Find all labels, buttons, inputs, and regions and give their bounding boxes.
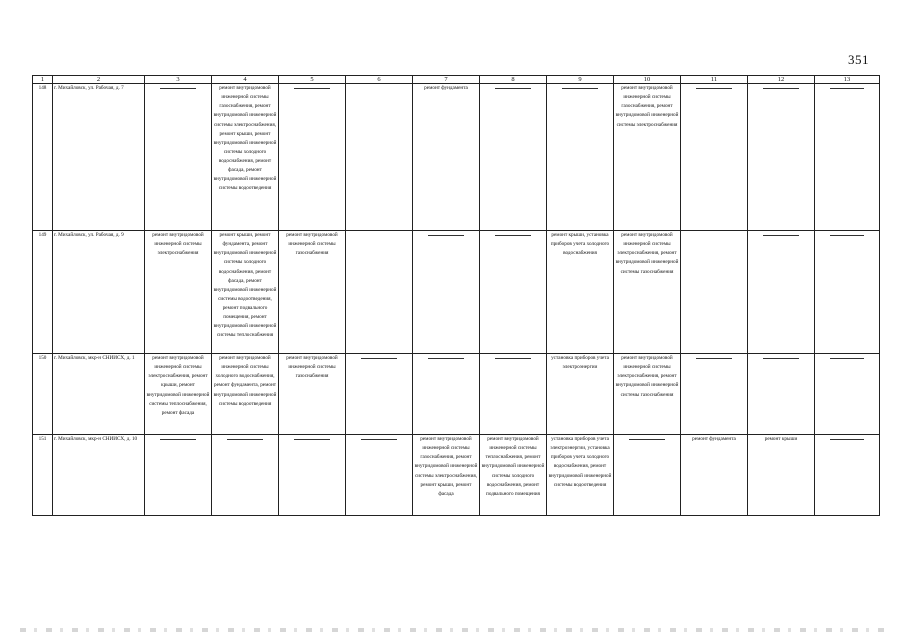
dash-mark bbox=[696, 358, 731, 359]
table-row bbox=[33, 84, 880, 231]
empty-cell bbox=[681, 84, 748, 231]
row-number-cell: 150 bbox=[33, 354, 53, 435]
empty-cell bbox=[413, 231, 480, 354]
column-number-10: 10 bbox=[614, 76, 681, 84]
empty-cell bbox=[815, 231, 880, 354]
column-number-3: 3 bbox=[145, 76, 212, 84]
work-cell: ремонт внутридомовой инженерной системы электроснабжения, ремонт крыши, ремонт внутридомовой инженерной системы теплоснабжения, ремонт фасада bbox=[145, 354, 212, 435]
dash-mark bbox=[696, 88, 731, 89]
work-cell: ремонт внутридомовой инженерной системы газоснабжения, ремонт внутридомовой инженерной системы электроснабжения, ремонт крыши, ремонт фасада bbox=[413, 435, 480, 516]
empty-cell bbox=[748, 84, 815, 231]
work-cell: ремонт внутридомовой инженерной системы холодного водоснабжения, ремонт фундамента, ремонт внутридомовой инженерной системы водоотведения bbox=[212, 354, 279, 435]
dash-mark bbox=[830, 439, 864, 440]
work-cell: ремонт внутридомовой инженерной системы электроснабжения, ремонт внутридомовой инженерной системы газоснабжения bbox=[614, 354, 681, 435]
address-cell: г. Михайловск, мкр-н СНИИСХ, д. 10 bbox=[53, 435, 145, 516]
address-cell: г. Михайловск, мкр-н СНИИСХ, д. 1 bbox=[53, 354, 145, 435]
work-cell: ремонт внутридомовой инженерной системы теплоснабжения, ремонт внутридомовой инженерной системы холодного водоснабжения, ремонт подвального помещения bbox=[480, 435, 547, 516]
column-number-13: 13 bbox=[815, 76, 880, 84]
empty-cell bbox=[212, 435, 279, 516]
dash-mark bbox=[160, 88, 195, 89]
dash-mark bbox=[830, 358, 864, 359]
dash-mark bbox=[830, 88, 864, 89]
column-number-row bbox=[33, 76, 880, 84]
column-number-7: 7 bbox=[413, 76, 480, 84]
work-cell: ремонт крыши, ремонт фундамента, ремонт внутридомовой инженерной системы холодного водоснабжения, ремонт фасада, ремонт внутридомовой инженерной системы водоотведения, ремонт подвального помещения, ремонт внутридомовой инженерной системы теплоснабжения bbox=[212, 231, 279, 354]
dash-mark bbox=[562, 88, 597, 89]
table-row bbox=[33, 231, 880, 354]
dash-mark bbox=[294, 88, 329, 89]
dash-mark bbox=[160, 439, 195, 440]
table-row bbox=[33, 354, 880, 435]
empty-cell bbox=[815, 84, 880, 231]
address-cell: г. Михайловск, ул. Рабочая, д. 7 bbox=[53, 84, 145, 231]
table-row bbox=[33, 435, 880, 516]
dash-mark bbox=[361, 439, 396, 440]
dash-mark bbox=[495, 358, 530, 359]
work-cell: установка приборов учета электроэнергии bbox=[547, 354, 614, 435]
empty-cell bbox=[748, 231, 815, 354]
work-cell: ремонт внутридомовой инженерной системы электроснабжения bbox=[145, 231, 212, 354]
empty-cell bbox=[815, 354, 880, 435]
empty-cell bbox=[346, 354, 413, 435]
dash-mark bbox=[830, 235, 864, 236]
work-cell: ремонт фундамента bbox=[413, 84, 480, 231]
empty-cell bbox=[145, 84, 212, 231]
work-cell: ремонт внутридомовой инженерной системы электроснабжения, ремонт внутридомовой инженерной системы газоснабжения bbox=[614, 231, 681, 354]
column-number-5: 5 bbox=[279, 76, 346, 84]
empty-cell bbox=[480, 231, 547, 354]
column-number-9: 9 bbox=[547, 76, 614, 84]
column-number-1: 1 bbox=[33, 76, 53, 84]
work-cell: установка приборов учета электроэнергии, установка приборов учета холодного водоснабжения, ремонт внутридомовой инженерной системы водоотведения bbox=[547, 435, 614, 516]
row-number-cell: 148 bbox=[33, 84, 53, 231]
empty-cell bbox=[413, 354, 480, 435]
empty-cell bbox=[681, 231, 748, 354]
empty-cell bbox=[614, 435, 681, 516]
dash-mark bbox=[361, 358, 396, 359]
capital-repair-table bbox=[32, 75, 880, 516]
work-cell: ремонт внутридомовой инженерной системы газоснабжения, ремонт внутридомовой инженерной системы электроснабжения bbox=[614, 84, 681, 231]
page-number: 351 bbox=[848, 52, 869, 67]
empty-cell bbox=[748, 354, 815, 435]
dash-mark bbox=[227, 439, 262, 440]
empty-cell bbox=[681, 354, 748, 435]
column-number-12: 12 bbox=[748, 76, 815, 84]
scan-artifact bbox=[20, 628, 885, 632]
column-number-11: 11 bbox=[681, 76, 748, 84]
dash-mark bbox=[763, 358, 798, 359]
empty-cell bbox=[279, 84, 346, 231]
empty-cell bbox=[145, 435, 212, 516]
dash-mark bbox=[294, 439, 329, 440]
empty-cell bbox=[346, 435, 413, 516]
empty-cell bbox=[346, 84, 413, 231]
work-cell: ремонт крыши, установка приборов учета холодного водоснабжения bbox=[547, 231, 614, 354]
dash-mark bbox=[629, 439, 664, 440]
empty-cell bbox=[815, 435, 880, 516]
row-number-cell: 149 bbox=[33, 231, 53, 354]
dash-mark bbox=[428, 235, 463, 236]
empty-cell bbox=[480, 84, 547, 231]
dash-mark bbox=[428, 358, 463, 359]
work-cell: ремонт крыши bbox=[748, 435, 815, 516]
empty-cell bbox=[547, 84, 614, 231]
column-number-4: 4 bbox=[212, 76, 279, 84]
empty-cell bbox=[346, 231, 413, 354]
work-cell: ремонт внутридомовой инженерной системы газоснабжения bbox=[279, 354, 346, 435]
dash-mark bbox=[495, 88, 530, 89]
dash-mark bbox=[495, 235, 530, 236]
column-number-6: 6 bbox=[346, 76, 413, 84]
row-number-cell: 151 bbox=[33, 435, 53, 516]
dash-mark bbox=[763, 88, 798, 89]
empty-cell bbox=[480, 354, 547, 435]
address-cell: г. Михайловск, ул. Рабочая, д. 9 bbox=[53, 231, 145, 354]
column-number-8: 8 bbox=[480, 76, 547, 84]
column-number-2: 2 bbox=[53, 76, 145, 84]
work-cell: ремонт внутридомовой инженерной системы газоснабжения, ремонт внутридомовой инженерной системы электроснабжения, ремонт крыши, ремонт внутридомовой инженерной системы холодного водоснабжения, ремонт фасада, ремонт внутридомовой инженерной системы водоотведения bbox=[212, 84, 279, 231]
work-cell: ремонт фундамента bbox=[681, 435, 748, 516]
dash-mark bbox=[763, 235, 798, 236]
work-cell: ремонт внутридомовой инженерной системы газоснабжения bbox=[279, 231, 346, 354]
empty-cell bbox=[279, 435, 346, 516]
